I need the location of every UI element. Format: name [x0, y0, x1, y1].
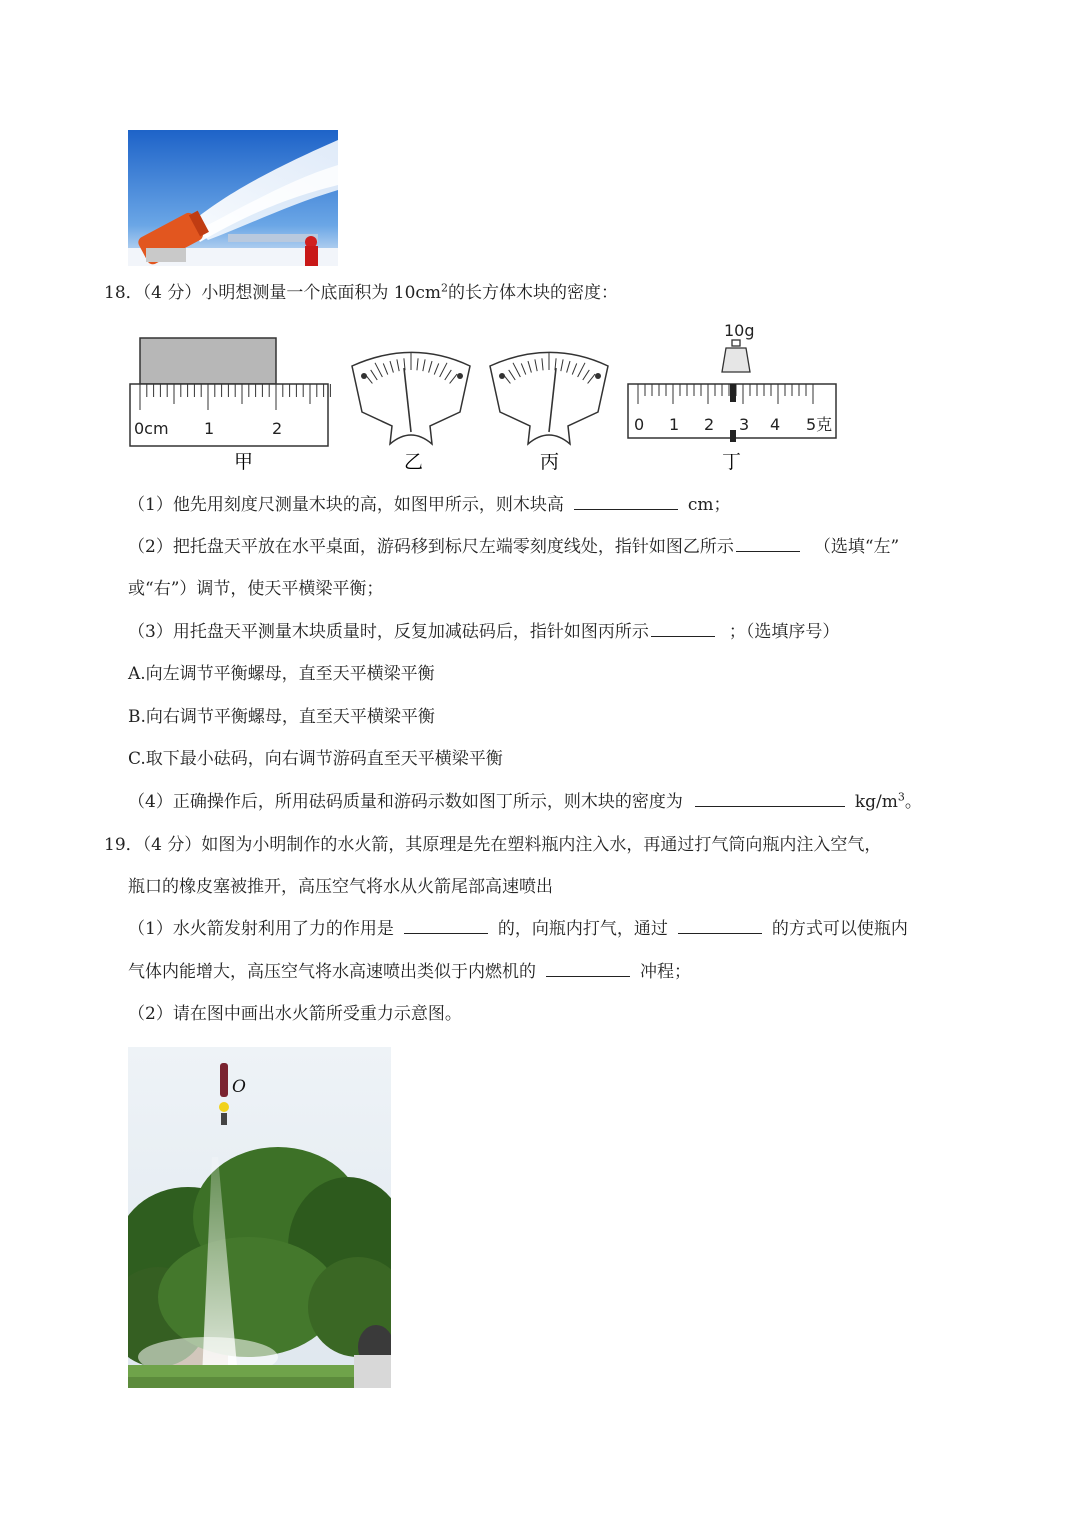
balance-dial-yi: [352, 352, 470, 444]
q18-part2: [128, 535, 899, 559]
caption-yi: 乙: [404, 451, 424, 473]
q19-heading-cont: [128, 875, 553, 899]
ruler-jia-label-2: 2: [272, 419, 283, 438]
answer-blank-force[interactable]: [404, 917, 488, 934]
q18-heading: [104, 281, 618, 305]
q19-part2: [128, 1002, 462, 1026]
q18-part4-sup: 3: [897, 790, 905, 804]
caption-jia: 甲: [234, 451, 254, 473]
answer-blank-stroke[interactable]: [546, 960, 630, 977]
q18-part4-text: （4）正确操作后，所用砝码质量和游码示数如图丁所示，则木块的密度为: [128, 792, 683, 812]
answer-blank-direction[interactable]: [736, 535, 800, 552]
q19-heading: [104, 833, 881, 857]
ruler-jia-label-0: 0cm: [134, 419, 169, 438]
q19-part1-text-b: 的，向瓶内打气，通过: [497, 919, 668, 939]
q19-head2-text: 瓶口的橡皮塞被推开，高压空气将水从火箭尾部高速喷出: [128, 877, 553, 897]
q18-head-text: 18．（4 分）小明想测量一个底面积为 10cm: [104, 283, 442, 303]
ruler-ding-label-2: 2: [704, 415, 715, 434]
ruler-ding: [628, 321, 836, 442]
water-rocket-image: [128, 1047, 391, 1388]
ruler-ding-label-4: 4: [770, 415, 781, 434]
ruler-ding-label-3: 3: [739, 415, 750, 434]
q19-part1-cont: [128, 960, 691, 984]
ruler-jia: [130, 338, 330, 446]
answer-blank-method[interactable]: [678, 917, 762, 934]
option-b: [128, 705, 435, 729]
q19-part1-text-d: 气体内能增大，高压空气将水高速喷出类似于内燃机的: [128, 962, 536, 982]
q19-part1-text-a: （1）水火箭发射利用了力的作用是: [128, 919, 394, 939]
q19-part1-text-e: 冲程；: [640, 962, 691, 982]
water-rocket-photo[interactable]: [128, 1047, 391, 1388]
q18-figure-svg: [128, 320, 843, 478]
q18-part4-unit: kg/m: [854, 792, 898, 812]
ruler-jia-label-1: 1: [204, 419, 215, 438]
q18-part1-text: （1）他先用刻度尺测量木块的高，如图甲所示，则木块高: [128, 495, 564, 515]
option-a-text: A.向左调节平衡螺母，直至天平横梁平衡: [128, 664, 435, 684]
q18-part1: [128, 493, 730, 517]
q18-head-tail: 的长方体木块的密度：: [448, 283, 619, 303]
q18-part3: [128, 620, 839, 644]
caption-ding: 丁: [722, 451, 742, 473]
caption-bing: 丙: [540, 451, 560, 473]
q18-part4-end: 。: [904, 792, 922, 812]
ruler-ding-label-5: 5克: [806, 415, 833, 434]
q19-part1: [128, 917, 908, 941]
q18-part1-unit: cm；: [687, 495, 731, 515]
answer-blank-density[interactable]: [695, 790, 845, 807]
snow-cannon-photo: [128, 130, 338, 266]
q18-head-sup: 2: [441, 281, 449, 295]
ruler-ding-label-0: 0: [634, 415, 645, 434]
q18-part2-cont: [128, 577, 383, 601]
option-a: [128, 662, 435, 686]
q18-figure: [128, 320, 843, 478]
q18-part3-choice: ；（选填序号）: [728, 622, 840, 642]
answer-blank-height[interactable]: [574, 493, 678, 510]
q18-part4: [128, 790, 922, 814]
balance-dial-bing: [490, 352, 608, 444]
answer-blank-option[interactable]: [651, 620, 715, 637]
q19-part2-text: （2）请在图中画出水火箭所受重力示意图。: [128, 1004, 462, 1024]
q19-part1-text-c: 的方式可以使瓶内: [771, 919, 908, 939]
rocket-point-label: O: [232, 1077, 246, 1097]
ruler-ding-label-1: 1: [669, 415, 680, 434]
option-b-text: B.向右调节平衡螺母，直至天平横梁平衡: [128, 707, 435, 727]
option-c: [128, 747, 503, 771]
q18-part3-text: （3）用托盘天平测量木块质量时，反复加减砝码后，指针如图丙所示: [128, 622, 649, 642]
weight-label: 10g: [724, 321, 755, 340]
q18-part2-choice: （选填“左”: [813, 537, 900, 557]
q18-part2-text: （2）把托盘天平放在水平桌面，游码移到标尺左端零刻度线处，指针如图乙所示: [128, 537, 734, 557]
snow-cannon-image: [128, 130, 338, 266]
q18-part2-cont-text: 或“右”）调节，使天平横梁平衡；: [128, 579, 384, 599]
q19-head-text: 19．（4 分）如图为小明制作的水火箭，其原理是先在塑料瓶内注入水，再通过打气筒向瓶内注入空气，: [104, 835, 882, 855]
option-c-text: C.取下最小砝码，向右调节游码直至天平横梁平衡: [128, 749, 503, 769]
